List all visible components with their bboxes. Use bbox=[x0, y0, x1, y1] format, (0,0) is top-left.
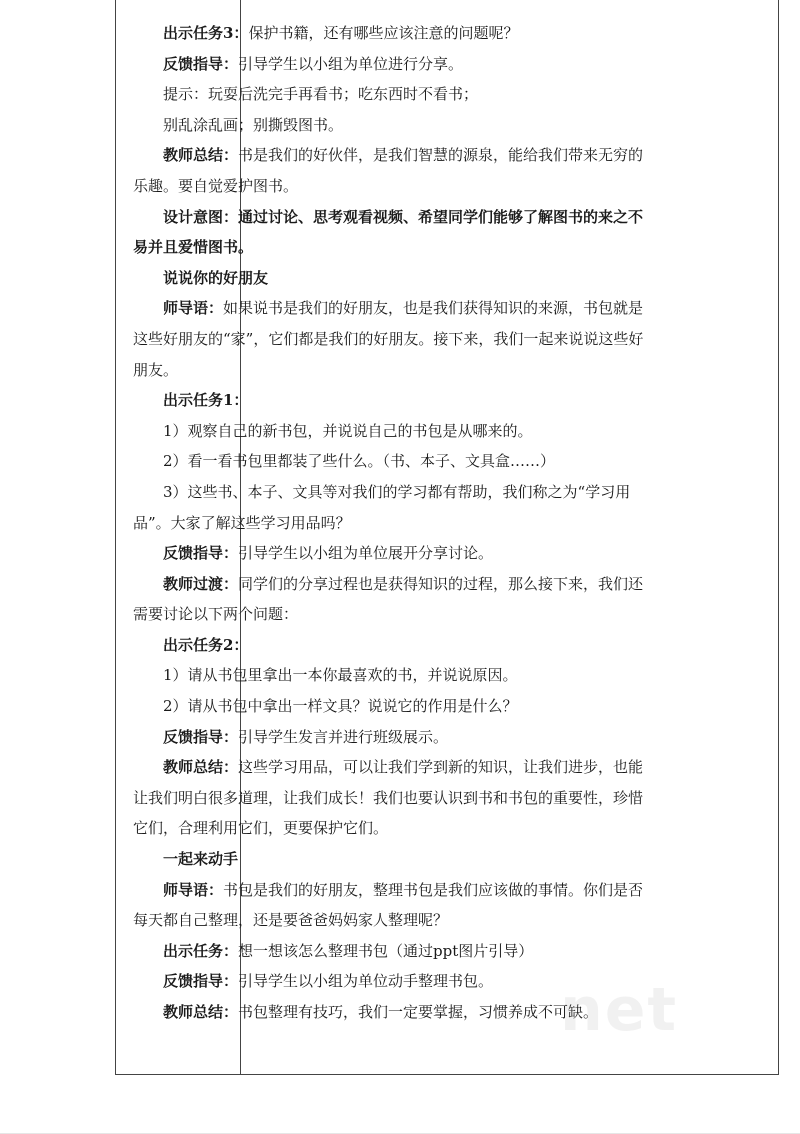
paragraph-design-intent: 设计意图：通过讨论、思考观看视频、希望同学们能够了解图书的来之不易并且爱惜图书。 bbox=[133, 207, 644, 257]
paragraph-task2-item1: 1）请从书包里拿出一本你最喜欢的书，并说说原因。 bbox=[163, 666, 518, 685]
paragraph-task2: 出示任务2： bbox=[163, 635, 249, 654]
paragraph-teacher-intro-2: 师导语：书包是我们的好朋友，整理书包是我们应该做的事情。你们是否每天都自己整理，还是要爸爸妈妈家人整理呢？ bbox=[133, 880, 644, 930]
paragraph-task1-item3: 3）这些书、本子、文具等对我们的学习都有帮助，我们称之为“学习用品”。大家了解这些学习用品吗？ bbox=[133, 482, 631, 532]
paragraph-summary-1: 教师总结：书是我们的好伙伴，是我们智慧的源泉，能给我们带来无穷的乐趣。要自觉爱护图书。 bbox=[133, 146, 644, 195]
paragraph-task: 出示任务：想一想该怎么整理书包（通过ppt图片引导） bbox=[163, 941, 534, 960]
paragraph-feedback-2: 反馈指导：引导学生以小组为单位展开分享讨论。 bbox=[163, 544, 494, 563]
paragraph-task1-item1: 1）观察自己的新书包，并说说自己的书包是从哪来的。 bbox=[163, 421, 533, 440]
paragraph-summary-2: 教师总结：这些学习用品，可以让我们学到新的知识，让我们进步，也能让我们明白很多道理，让我们成长！我们也要认识到书和书包的重要性，珍惜它们，合理利用它们，更要保护它们。 bbox=[133, 758, 644, 838]
paragraph-transition: 教师过渡：同学们的分享过程也是获得知识的过程，那么接下来，我们还需要讨论以下两个问题： bbox=[133, 574, 644, 624]
paragraph-summary-3: 教师总结：书包整理有技巧，我们一定要掌握，习惯养成不可缺。 bbox=[163, 1003, 599, 1021]
paragraph-task2-item2: 2）请从书包中拿出一样文具？说说它的作用是什么？ bbox=[163, 697, 518, 716]
section-heading-hands-on: 一起来动手 bbox=[163, 850, 239, 869]
paragraph-feedback-4: 反馈指导：引导学生以小组为单位动手整理书包。 bbox=[163, 972, 494, 991]
paragraph-hint-1: 提示：玩耍后洗完手再看书；吃东西时不看书； bbox=[163, 85, 479, 104]
paragraph-task1: 出示任务1： bbox=[163, 391, 249, 410]
paragraph-teacher-intro-1: 师导语：如果说书是我们的好朋友，也是我们获得知识的来源，书包就是这些好朋友的“家”，它们都是我们的好朋友。接下来，我们一起来说说这些好朋友。 bbox=[133, 299, 644, 379]
lesson-content bbox=[133, 18, 649, 1028]
section-heading-friends: 说说你的好朋友 bbox=[163, 268, 269, 287]
paragraph-feedback-3: 反馈指导：引导学生发言并进行班级展示。 bbox=[163, 727, 449, 746]
paragraph-task3: 出示任务3：保护书籍，还有哪些应该注意的问题呢？ bbox=[163, 24, 519, 42]
paragraph-task1-item2: 2）看一看书包里都装了些什么。（书、本子、文具盒……） bbox=[163, 452, 556, 471]
paragraph-hint-2: 别乱涂乱画；别撕毁图书。 bbox=[163, 115, 344, 134]
watermark: net bbox=[560, 975, 679, 1045]
paragraph-feedback-1: 反馈指导：引导学生以小组为单位进行分享。 bbox=[163, 54, 464, 73]
